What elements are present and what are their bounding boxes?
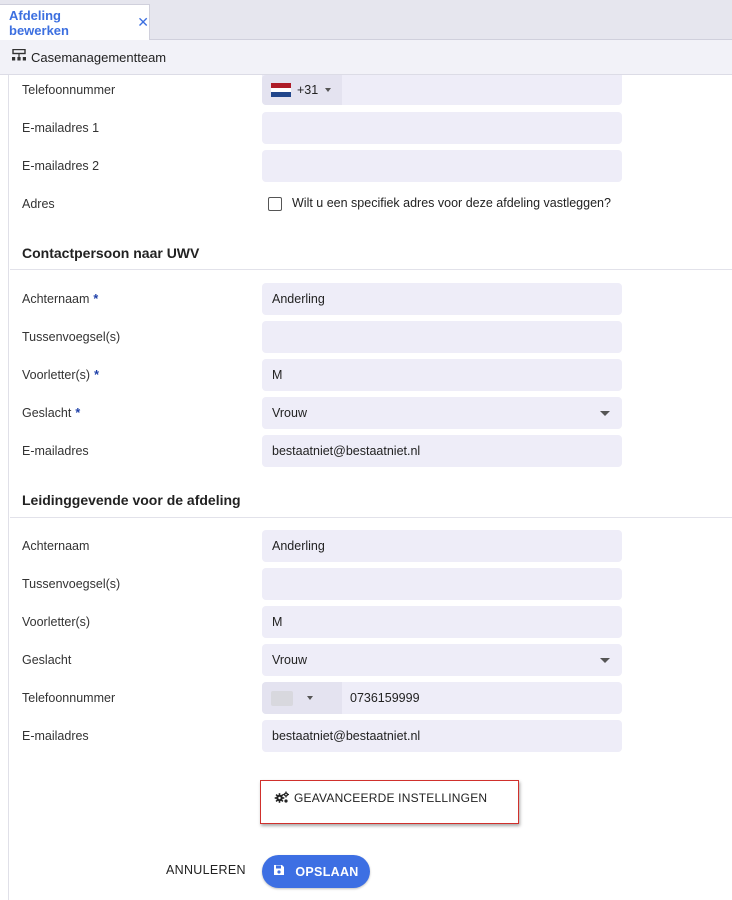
phone-field[interactable] (262, 75, 622, 105)
divider (10, 517, 732, 518)
email2-label: E-mailadres 2 (22, 159, 100, 173)
country-code-select[interactable] (262, 75, 342, 105)
advanced-settings-button[interactable] (260, 780, 519, 824)
required-mark: * (93, 292, 99, 306)
org-chart-icon (12, 48, 26, 66)
uwv-tussenvoegsel-label: Tussenvoegsel(s) (22, 330, 121, 344)
manager-achternaam-input[interactable]: Anderling (262, 530, 622, 562)
save-label: OPSLAAN (295, 864, 359, 879)
flag-placeholder-icon (271, 691, 293, 706)
tab-label: Afdeling bewerken (9, 7, 69, 38)
uwv-geslacht-value: Vrouw (272, 406, 307, 420)
chevron-down-icon (307, 696, 313, 700)
divider (10, 269, 732, 270)
advanced-settings-label: GEAVANCEERDE INSTELLINGEN (294, 791, 488, 805)
tab-bar (0, 0, 732, 40)
address-label: Adres (22, 197, 55, 211)
chevron-down-icon (325, 88, 331, 92)
address-checkbox[interactable] (268, 197, 282, 211)
manager-geslacht-label: Geslacht (22, 653, 72, 667)
phone-label: Telefoonnummer (22, 83, 116, 97)
close-icon[interactable]: ✕ (137, 14, 149, 30)
uwv-email-input[interactable]: bestaatniet@bestaatniet.nl (262, 435, 622, 467)
uwv-achternaam-input[interactable]: Anderling (262, 283, 622, 315)
save-button[interactable] (262, 855, 370, 888)
manager-tussenvoegsel-label: Tussenvoegsel(s) (22, 577, 121, 591)
manager-voorletters-input[interactable]: M (262, 606, 622, 638)
uwv-voorletters-label: Voorletter(s) * (22, 368, 99, 382)
chevron-down-icon (600, 411, 610, 416)
manager-geslacht-select[interactable] (262, 644, 622, 676)
manager-phone-field[interactable] (262, 682, 622, 714)
required-mark: * (94, 368, 99, 382)
uwv-email-label: E-mailadres (22, 444, 89, 458)
left-border (8, 75, 9, 900)
manager-tussenvoegsel-input[interactable] (262, 568, 622, 600)
uwv-geslacht-select[interactable] (262, 397, 622, 429)
cancel-button[interactable]: ANNULEREN (166, 863, 246, 877)
tab-afdeling-bewerken[interactable] (0, 4, 150, 40)
section-title-manager: Leidinggevende voor de afdeling (22, 492, 241, 508)
manager-email-input[interactable]: bestaatniet@bestaatniet.nl (262, 720, 622, 752)
uwv-voorletters-input[interactable]: M (262, 359, 622, 391)
netherlands-flag-icon (271, 83, 291, 97)
gears-icon (274, 791, 290, 809)
address-checkbox-label: Wilt u een specifiek adres voor deze afdeling vastleggen? (292, 196, 611, 210)
floppy-disk-icon (273, 863, 285, 881)
email1-input[interactable] (262, 112, 622, 144)
email1-label: E-mailadres 1 (22, 121, 100, 135)
country-code: +31 (297, 83, 319, 97)
manager-voorletters-label: Voorletter(s) (22, 615, 91, 629)
uwv-achternaam-label: Achternaam * (22, 292, 99, 306)
required-mark: * (75, 406, 81, 420)
breadcrumb (0, 40, 732, 75)
manager-achternaam-label: Achternaam (22, 539, 90, 553)
manager-phone-value: 0736159999 (350, 691, 420, 705)
manager-email-label: E-mailadres (22, 729, 89, 743)
manager-phone-label: Telefoonnummer (22, 691, 116, 705)
chevron-down-icon (600, 658, 610, 663)
email2-input[interactable] (262, 150, 622, 182)
section-title-uwv: Contactpersoon naar UWV (22, 245, 200, 261)
uwv-geslacht-label: Geslacht * (22, 406, 81, 420)
manager-geslacht-value: Vrouw (272, 653, 307, 667)
country-code-select[interactable] (262, 682, 342, 714)
uwv-tussenvoegsel-input[interactable] (262, 321, 622, 353)
breadcrumb-label: Casemanagementteam (31, 49, 167, 65)
